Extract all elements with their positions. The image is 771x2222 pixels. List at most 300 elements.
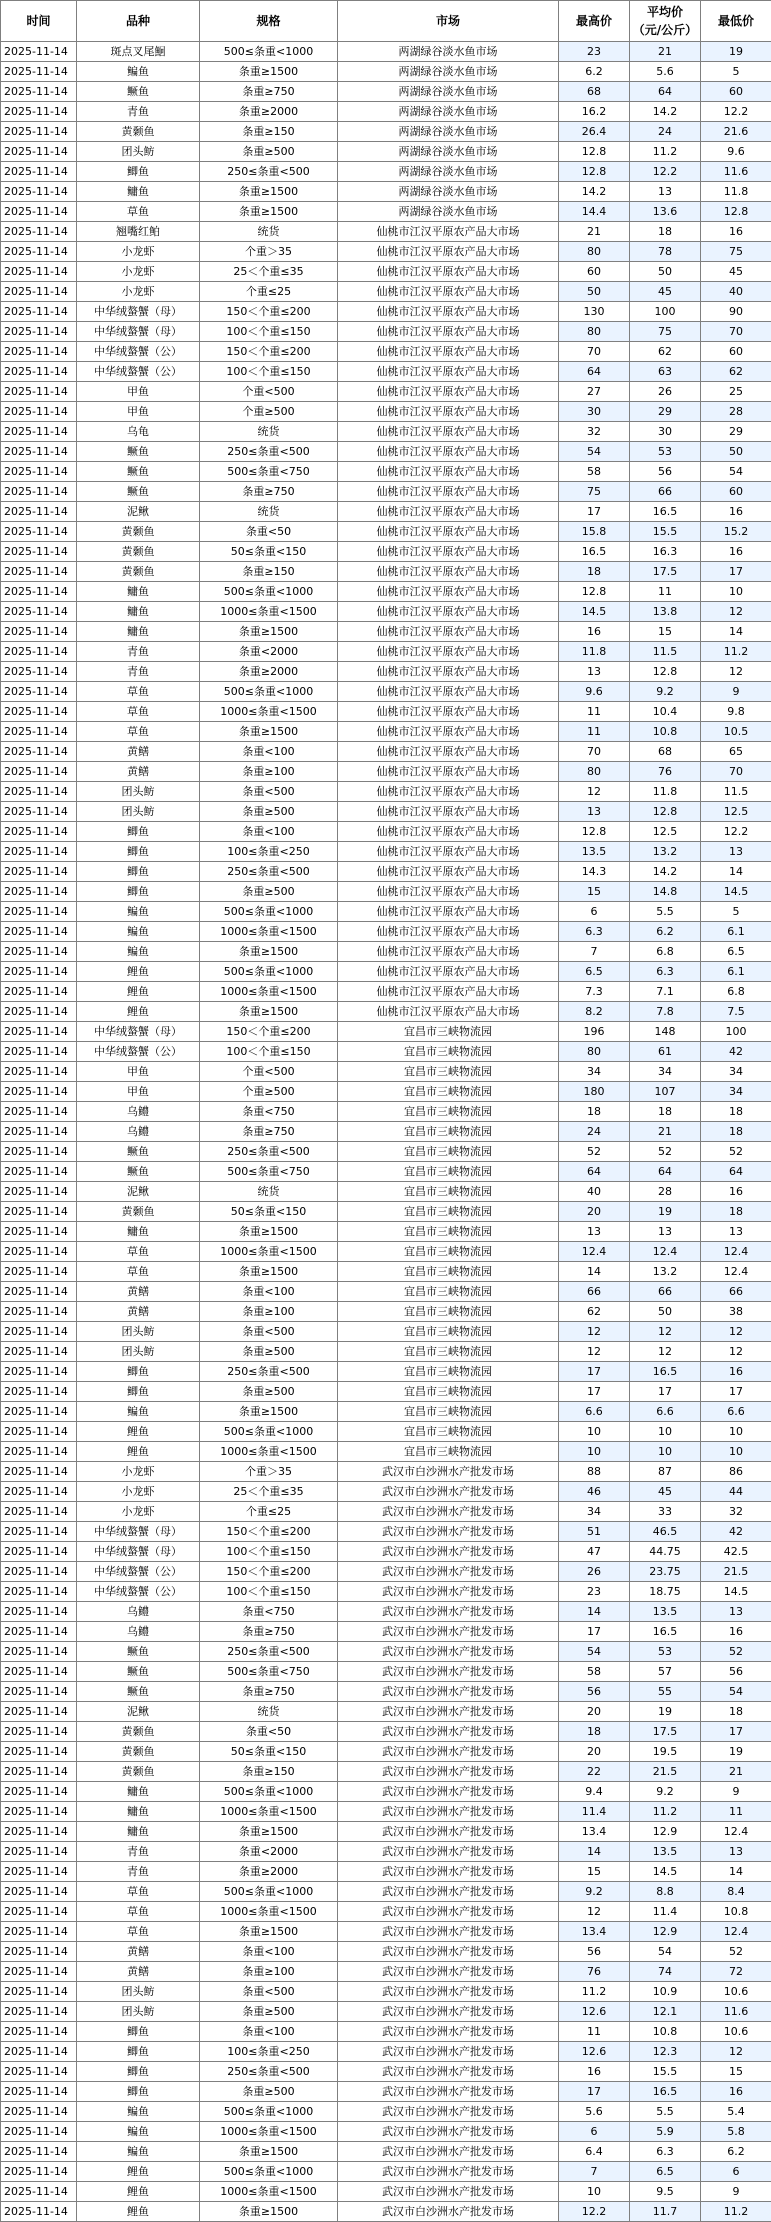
- cell-spec: 条重≥500: [200, 882, 338, 902]
- cell-min-price: 11: [701, 1802, 771, 1822]
- cell-spec: 250≤条重<500: [200, 162, 338, 182]
- cell-max-price: 12: [559, 1322, 630, 1342]
- cell-spec: 条重≥150: [200, 122, 338, 142]
- cell-market: 两湖绿谷淡水鱼市场: [338, 82, 559, 102]
- cell-market: 武汉市白沙洲水产批发市场: [338, 2102, 559, 2122]
- cell-max-price: 88: [559, 1462, 630, 1482]
- cell-max-price: 18: [559, 562, 630, 582]
- cell-date: 2025-11-14: [1, 1602, 77, 1622]
- cell-min-price: 42: [701, 1522, 771, 1542]
- cell-min-price: 13: [701, 1222, 771, 1242]
- cell-min-price: 34: [701, 1062, 771, 1082]
- cell-min-price: 52: [701, 1142, 771, 1162]
- cell-min-price: 50: [701, 442, 771, 462]
- cell-min-price: 42: [701, 1042, 771, 1062]
- cell-market: 武汉市白沙洲水产批发市场: [338, 1782, 559, 1802]
- cell-min-price: 16: [701, 542, 771, 562]
- cell-variety: 鳜鱼: [77, 1662, 200, 1682]
- cell-max-price: 6.5: [559, 962, 630, 982]
- cell-variety: 鳜鱼: [77, 442, 200, 462]
- cell-variety: 鳜鱼: [77, 482, 200, 502]
- cell-market: 宜昌市三峡物流园: [338, 1122, 559, 1142]
- cell-min-price: 90: [701, 302, 771, 322]
- cell-variety: 鲫鱼: [77, 882, 200, 902]
- cell-max-price: 9.4: [559, 1782, 630, 1802]
- cell-max-price: 6.2: [559, 62, 630, 82]
- cell-market: 宜昌市三峡物流园: [338, 1242, 559, 1262]
- cell-market: 仙桃市江汉平原农产品大市场: [338, 722, 559, 742]
- cell-min-price: 16: [701, 1622, 771, 1642]
- cell-spec: 条重<100: [200, 822, 338, 842]
- cell-max-price: 54: [559, 1642, 630, 1662]
- cell-max-price: 11: [559, 702, 630, 722]
- cell-variety: 鳙鱼: [77, 622, 200, 642]
- cell-market: 武汉市白沙洲水产批发市场: [338, 1902, 559, 1922]
- table-row: [1, 862, 771, 882]
- cell-market: 武汉市白沙洲水产批发市场: [338, 1502, 559, 1522]
- cell-variety: 草鱼: [77, 1242, 200, 1262]
- cell-market: 仙桃市江汉平原农产品大市场: [338, 442, 559, 462]
- cell-spec: 500≤条重<1000: [200, 1422, 338, 1442]
- cell-avg-price: 44.75: [630, 1542, 701, 1562]
- cell-spec: 统货: [200, 422, 338, 442]
- cell-spec: 100＜个重≤150: [200, 362, 338, 382]
- cell-date: 2025-11-14: [1, 1462, 77, 1482]
- cell-market: 宜昌市三峡物流园: [338, 1262, 559, 1282]
- cell-min-price: 10.6: [701, 2022, 771, 2042]
- cell-avg-price: 15: [630, 622, 701, 642]
- cell-avg-price: 14.2: [630, 102, 701, 122]
- cell-max-price: 6: [559, 902, 630, 922]
- cell-variety: 鳙鱼: [77, 602, 200, 622]
- cell-date: 2025-11-14: [1, 282, 77, 302]
- cell-avg-price: 53: [630, 442, 701, 462]
- cell-market: 仙桃市江汉平原农产品大市场: [338, 802, 559, 822]
- cell-max-price: 11.4: [559, 1802, 630, 1822]
- cell-avg-price: 23.75: [630, 1562, 701, 1582]
- cell-max-price: 30: [559, 402, 630, 422]
- cell-avg-price: 13.2: [630, 842, 701, 862]
- table-row: [1, 222, 771, 242]
- cell-avg-price: 12.8: [630, 802, 701, 822]
- cell-avg-price: 13.6: [630, 202, 701, 222]
- cell-avg-price: 21: [630, 1122, 701, 1142]
- cell-min-price: 10: [701, 1442, 771, 1462]
- cell-min-price: 6.2: [701, 2142, 771, 2162]
- cell-variety: 鳜鱼: [77, 1162, 200, 1182]
- cell-variety: 鳜鱼: [77, 1642, 200, 1662]
- table-row: [1, 922, 771, 942]
- cell-market: 两湖绿谷淡水鱼市场: [338, 42, 559, 62]
- cell-variety: 黄颡鱼: [77, 1202, 200, 1222]
- cell-max-price: 80: [559, 242, 630, 262]
- cell-max-price: 14: [559, 1262, 630, 1282]
- cell-market: 武汉市白沙洲水产批发市场: [338, 2082, 559, 2102]
- table-row: [1, 422, 771, 442]
- table-row: [1, 682, 771, 702]
- cell-min-price: 14.5: [701, 1582, 771, 1602]
- cell-min-price: 52: [701, 1942, 771, 1962]
- cell-market: 武汉市白沙洲水产批发市场: [338, 2062, 559, 2082]
- cell-spec: 条重≥100: [200, 762, 338, 782]
- cell-max-price: 22: [559, 1762, 630, 1782]
- cell-min-price: 60: [701, 342, 771, 362]
- table-row: [1, 1682, 771, 1702]
- cell-max-price: 13.4: [559, 1822, 630, 1842]
- cell-variety: 团头鲂: [77, 1322, 200, 1342]
- cell-max-price: 9.6: [559, 682, 630, 702]
- cell-avg-price: 13: [630, 182, 701, 202]
- cell-market: 仙桃市江汉平原农产品大市场: [338, 462, 559, 482]
- table-row: [1, 822, 771, 842]
- cell-date: 2025-11-14: [1, 1402, 77, 1422]
- cell-avg-price: 54: [630, 1942, 701, 1962]
- cell-spec: 1000≤条重<1500: [200, 1242, 338, 1262]
- cell-spec: 100≤条重<250: [200, 842, 338, 862]
- table-row: [1, 782, 771, 802]
- cell-variety: 黄颡鱼: [77, 542, 200, 562]
- cell-avg-price: 10.4: [630, 702, 701, 722]
- cell-min-price: 54: [701, 462, 771, 482]
- cell-market: 武汉市白沙洲水产批发市场: [338, 1822, 559, 1842]
- table-row: [1, 1662, 771, 1682]
- cell-variety: 黄鳝: [77, 1942, 200, 1962]
- cell-max-price: 80: [559, 1042, 630, 1062]
- cell-spec: 条重≥1500: [200, 1402, 338, 1422]
- cell-market: 仙桃市江汉平原农产品大市场: [338, 222, 559, 242]
- cell-variety: 鳜鱼: [77, 82, 200, 102]
- cell-market: 宜昌市三峡物流园: [338, 1082, 559, 1102]
- cell-variety: 草鱼: [77, 722, 200, 742]
- cell-market: 武汉市白沙洲水产批发市场: [338, 1982, 559, 2002]
- cell-avg-price: 26: [630, 382, 701, 402]
- cell-avg-price: 6.5: [630, 2162, 701, 2182]
- cell-spec: 条重≥1500: [200, 202, 338, 222]
- table-row: [1, 982, 771, 1002]
- cell-spec: 条重≥500: [200, 2002, 338, 2022]
- cell-variety: 鲫鱼: [77, 862, 200, 882]
- cell-avg-price: 10.9: [630, 1982, 701, 2002]
- cell-max-price: 26.4: [559, 122, 630, 142]
- cell-spec: 条重≥1500: [200, 2142, 338, 2162]
- cell-variety: 中华绒螯蟹（公）: [77, 342, 200, 362]
- cell-variety: 鳊鱼: [77, 2102, 200, 2122]
- cell-date: 2025-11-14: [1, 1142, 77, 1162]
- cell-variety: 鳊鱼: [77, 62, 200, 82]
- table-row: [1, 1502, 771, 1522]
- cell-max-price: 15.8: [559, 522, 630, 542]
- cell-avg-price: 11.8: [630, 782, 701, 802]
- cell-date: 2025-11-14: [1, 2142, 77, 2162]
- cell-max-price: 12.6: [559, 2002, 630, 2022]
- cell-avg-price: 64: [630, 1162, 701, 1182]
- cell-market: 武汉市白沙洲水产批发市场: [338, 2182, 559, 2202]
- cell-market: 仙桃市江汉平原农产品大市场: [338, 402, 559, 422]
- table-row: [1, 462, 771, 482]
- cell-date: 2025-11-14: [1, 682, 77, 702]
- table-row: [1, 622, 771, 642]
- table-row: [1, 882, 771, 902]
- cell-spec: 条重≥1500: [200, 1262, 338, 1282]
- cell-max-price: 12.8: [559, 822, 630, 842]
- cell-spec: 条重<2000: [200, 1842, 338, 1862]
- cell-max-price: 12.4: [559, 1242, 630, 1262]
- cell-variety: 鲫鱼: [77, 1362, 200, 1382]
- cell-min-price: 6.8: [701, 982, 771, 1002]
- table-row: [1, 2022, 771, 2042]
- cell-spec: 条重≥150: [200, 562, 338, 582]
- table-row: [1, 1322, 771, 1342]
- cell-avg-price: 5.9: [630, 2122, 701, 2142]
- cell-variety: 草鱼: [77, 702, 200, 722]
- cell-min-price: 7.5: [701, 1002, 771, 1022]
- cell-date: 2025-11-14: [1, 1302, 77, 1322]
- cell-spec: 100＜个重≤150: [200, 1582, 338, 1602]
- cell-max-price: 6.6: [559, 1402, 630, 1422]
- cell-market: 宜昌市三峡物流园: [338, 1302, 559, 1322]
- cell-spec: 条重≥500: [200, 802, 338, 822]
- cell-date: 2025-11-14: [1, 542, 77, 562]
- cell-spec: 条重<500: [200, 1982, 338, 2002]
- cell-spec: 条重<100: [200, 2022, 338, 2042]
- table-row: [1, 722, 771, 742]
- cell-max-price: 12.8: [559, 142, 630, 162]
- cell-min-price: 12.2: [701, 102, 771, 122]
- cell-date: 2025-11-14: [1, 782, 77, 802]
- cell-market: 仙桃市江汉平原农产品大市场: [338, 702, 559, 722]
- cell-min-price: 75: [701, 242, 771, 262]
- cell-date: 2025-11-14: [1, 1102, 77, 1122]
- cell-avg-price: 12.9: [630, 1822, 701, 1842]
- cell-spec: 统货: [200, 222, 338, 242]
- cell-market: 两湖绿谷淡水鱼市场: [338, 142, 559, 162]
- cell-avg-price: 6.6: [630, 1402, 701, 1422]
- cell-avg-price: 8.8: [630, 1882, 701, 1902]
- cell-market: 武汉市白沙洲水产批发市场: [338, 1922, 559, 1942]
- cell-variety: 鲤鱼: [77, 2162, 200, 2182]
- cell-market: 宜昌市三峡物流园: [338, 1442, 559, 1462]
- table-row: [1, 62, 771, 82]
- cell-variety: 黄鳝: [77, 1302, 200, 1322]
- cell-max-price: 46: [559, 1482, 630, 1502]
- cell-market: 仙桃市江汉平原农产品大市场: [338, 642, 559, 662]
- cell-date: 2025-11-14: [1, 1622, 77, 1642]
- cell-spec: 1000≤条重<1500: [200, 1902, 338, 1922]
- cell-avg-price: 50: [630, 262, 701, 282]
- cell-max-price: 24: [559, 1122, 630, 1142]
- cell-spec: 条重<500: [200, 782, 338, 802]
- table-row: [1, 1542, 771, 1562]
- cell-spec: 条重≥1500: [200, 722, 338, 742]
- cell-min-price: 18: [701, 1702, 771, 1722]
- table-row: [1, 1762, 771, 1782]
- cell-market: 仙桃市江汉平原农产品大市场: [338, 502, 559, 522]
- cell-max-price: 76: [559, 1962, 630, 1982]
- cell-date: 2025-11-14: [1, 1542, 77, 1562]
- cell-max-price: 34: [559, 1502, 630, 1522]
- table-row: [1, 1162, 771, 1182]
- cell-variety: 乌鳢: [77, 1102, 200, 1122]
- cell-date: 2025-11-14: [1, 242, 77, 262]
- cell-market: 宜昌市三峡物流园: [338, 1422, 559, 1442]
- cell-spec: 条重≥750: [200, 1682, 338, 1702]
- cell-variety: 鲫鱼: [77, 2022, 200, 2042]
- cell-date: 2025-11-14: [1, 2102, 77, 2122]
- cell-max-price: 16.2: [559, 102, 630, 122]
- cell-avg-price: 45: [630, 1482, 701, 1502]
- cell-date: 2025-11-14: [1, 482, 77, 502]
- cell-min-price: 42.5: [701, 1542, 771, 1562]
- cell-spec: 250≤条重<500: [200, 1142, 338, 1162]
- cell-variety: 青鱼: [77, 102, 200, 122]
- cell-max-price: 10: [559, 1422, 630, 1442]
- cell-market: 武汉市白沙洲水产批发市场: [338, 2142, 559, 2162]
- cell-avg-price: 19.5: [630, 1742, 701, 1762]
- cell-market: 仙桃市江汉平原农产品大市场: [338, 382, 559, 402]
- cell-avg-price: 100: [630, 302, 701, 322]
- cell-avg-price: 64: [630, 82, 701, 102]
- cell-max-price: 80: [559, 762, 630, 782]
- cell-min-price: 12.8: [701, 202, 771, 222]
- cell-date: 2025-11-14: [1, 1802, 77, 1822]
- cell-min-price: 12.5: [701, 802, 771, 822]
- cell-avg-price: 5.5: [630, 2102, 701, 2122]
- cell-spec: 50≤条重<150: [200, 1742, 338, 1762]
- cell-variety: 小龙虾: [77, 262, 200, 282]
- table-row: [1, 1942, 771, 1962]
- table-row: [1, 2162, 771, 2182]
- cell-max-price: 26: [559, 1562, 630, 1582]
- cell-market: 两湖绿谷淡水鱼市场: [338, 182, 559, 202]
- cell-date: 2025-11-14: [1, 1902, 77, 1922]
- cell-spec: 条重≥500: [200, 1342, 338, 1362]
- cell-market: 武汉市白沙洲水产批发市场: [338, 1722, 559, 1742]
- cell-max-price: 14.2: [559, 182, 630, 202]
- cell-date: 2025-11-14: [1, 1942, 77, 1962]
- cell-variety: 黄颡鱼: [77, 562, 200, 582]
- cell-variety: 甲鱼: [77, 1082, 200, 1102]
- cell-min-price: 65: [701, 742, 771, 762]
- cell-variety: 鲤鱼: [77, 2182, 200, 2202]
- cell-market: 宜昌市三峡物流园: [338, 1402, 559, 1422]
- cell-spec: 条重≥2000: [200, 102, 338, 122]
- cell-avg-price: 34: [630, 1062, 701, 1082]
- cell-market: 武汉市白沙洲水产批发市场: [338, 1962, 559, 1982]
- cell-variety: 草鱼: [77, 1882, 200, 1902]
- cell-market: 仙桃市江汉平原农产品大市场: [338, 882, 559, 902]
- cell-spec: 条重≥500: [200, 142, 338, 162]
- cell-max-price: 51: [559, 1522, 630, 1542]
- cell-date: 2025-11-14: [1, 1922, 77, 1942]
- cell-market: 武汉市白沙洲水产批发市场: [338, 2122, 559, 2142]
- cell-variety: 鳙鱼: [77, 1222, 200, 1242]
- table-row: [1, 662, 771, 682]
- cell-avg-price: 10: [630, 1422, 701, 1442]
- cell-market: 宜昌市三峡物流园: [338, 1362, 559, 1382]
- table-row: [1, 42, 771, 62]
- header-avg-price: [630, 1, 701, 42]
- table-row: [1, 1902, 771, 1922]
- table-row: [1, 742, 771, 762]
- cell-avg-price: 9.2: [630, 682, 701, 702]
- cell-variety: 泥鳅: [77, 1182, 200, 1202]
- cell-avg-price: 6.3: [630, 962, 701, 982]
- cell-min-price: 11.8: [701, 182, 771, 202]
- cell-date: 2025-11-14: [1, 1202, 77, 1222]
- header-avg-unit: （元/公斤）: [633, 23, 697, 37]
- cell-avg-price: 148: [630, 1022, 701, 1042]
- cell-min-price: 5: [701, 62, 771, 82]
- cell-date: 2025-11-14: [1, 1962, 77, 1982]
- cell-max-price: 16: [559, 622, 630, 642]
- cell-avg-price: 9.5: [630, 2182, 701, 2202]
- cell-spec: 条重≥2000: [200, 662, 338, 682]
- cell-date: 2025-11-14: [1, 222, 77, 242]
- cell-avg-price: 50: [630, 1302, 701, 1322]
- cell-spec: 50≤条重<150: [200, 1202, 338, 1222]
- table-row: [1, 1982, 771, 2002]
- table-row: [1, 2002, 771, 2022]
- cell-max-price: 6: [559, 2122, 630, 2142]
- cell-variety: 中华绒螯蟹（母）: [77, 302, 200, 322]
- cell-market: 仙桃市江汉平原农产品大市场: [338, 482, 559, 502]
- cell-spec: 500≤条重<1000: [200, 962, 338, 982]
- cell-avg-price: 16.5: [630, 2082, 701, 2102]
- cell-date: 2025-11-14: [1, 1242, 77, 1262]
- cell-min-price: 21.6: [701, 122, 771, 142]
- table-row: [1, 1562, 771, 1582]
- cell-spec: 个重<500: [200, 382, 338, 402]
- cell-date: 2025-11-14: [1, 1842, 77, 1862]
- cell-date: 2025-11-14: [1, 2202, 77, 2222]
- cell-date: 2025-11-14: [1, 82, 77, 102]
- cell-avg-price: 45: [630, 282, 701, 302]
- cell-max-price: 130: [559, 302, 630, 322]
- cell-max-price: 18: [559, 1722, 630, 1742]
- cell-variety: 团头鲂: [77, 1342, 200, 1362]
- cell-spec: 条重<100: [200, 742, 338, 762]
- cell-min-price: 10.5: [701, 722, 771, 742]
- cell-spec: 条重≥1500: [200, 62, 338, 82]
- cell-min-price: 18: [701, 1122, 771, 1142]
- cell-spec: 150＜个重≤200: [200, 1562, 338, 1582]
- cell-variety: 黄鳝: [77, 742, 200, 762]
- cell-avg-price: 17.5: [630, 562, 701, 582]
- cell-min-price: 15.2: [701, 522, 771, 542]
- cell-date: 2025-11-14: [1, 1762, 77, 1782]
- cell-spec: 500≤条重<1000: [200, 582, 338, 602]
- table-row: [1, 1842, 771, 1862]
- cell-min-price: 86: [701, 1462, 771, 1482]
- cell-market: 仙桃市江汉平原农产品大市场: [338, 962, 559, 982]
- cell-date: 2025-11-14: [1, 1222, 77, 1242]
- cell-variety: 鲫鱼: [77, 162, 200, 182]
- table-row: [1, 1362, 771, 1382]
- cell-variety: 青鱼: [77, 1842, 200, 1862]
- cell-variety: 中华绒螯蟹（母）: [77, 1542, 200, 1562]
- cell-date: 2025-11-14: [1, 642, 77, 662]
- cell-market: 武汉市白沙洲水产批发市场: [338, 2022, 559, 2042]
- table-row: [1, 1722, 771, 1742]
- table-row: [1, 1222, 771, 1242]
- cell-min-price: 13: [701, 1842, 771, 1862]
- cell-variety: 鲤鱼: [77, 1422, 200, 1442]
- table-row: [1, 802, 771, 822]
- cell-date: 2025-11-14: [1, 1682, 77, 1702]
- cell-min-price: 9.8: [701, 702, 771, 722]
- cell-max-price: 21: [559, 222, 630, 242]
- table-row: [1, 962, 771, 982]
